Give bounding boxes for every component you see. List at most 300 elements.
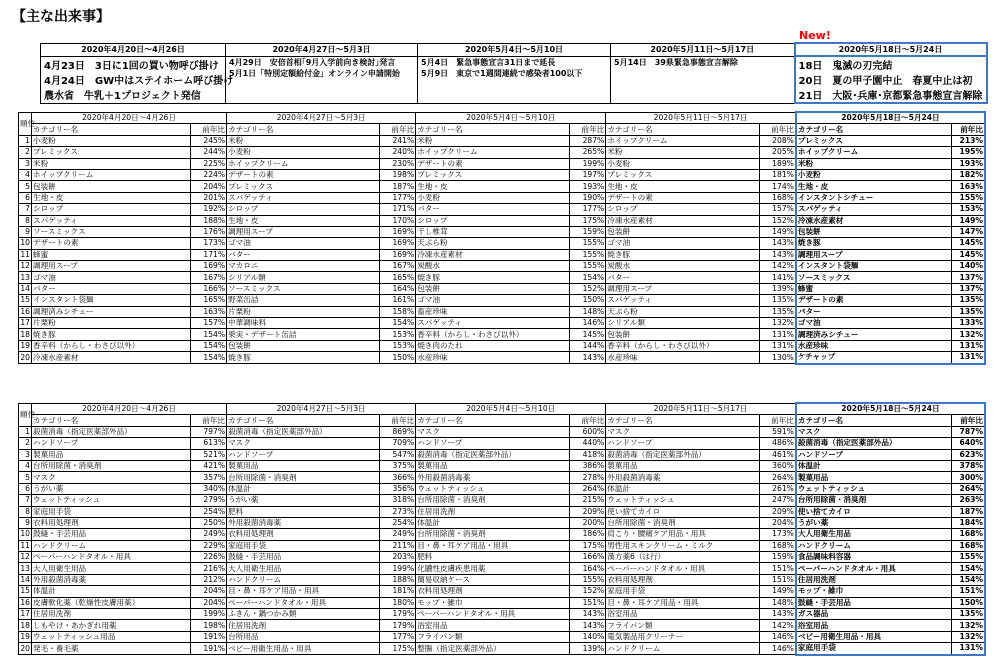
events-period: 2020年5月18日～5月24日 <box>795 43 987 56</box>
category-cell: 使い捨てカイロ <box>796 506 952 517</box>
rank-number: 7 <box>19 495 32 506</box>
category-cell: 小麦粉 <box>606 158 760 169</box>
ratio-cell: 300% <box>952 472 985 483</box>
event-item: 5月4日 緊急事態宣言31日まで延長 <box>421 57 556 67</box>
category-cell: 調理用スープ <box>32 261 191 272</box>
rank-row <box>19 563 986 574</box>
category-cell: 衣料用処理剤 <box>32 517 191 528</box>
category-cell: 殺菌消毒（指定医薬部外品） <box>227 426 380 437</box>
ratio-cell: 179% <box>380 609 416 620</box>
rank-row <box>19 147 986 158</box>
ratio-cell: 143% <box>570 609 606 620</box>
rank-row <box>19 329 986 340</box>
category-cell: プレミックス <box>32 147 191 158</box>
ratio-cell: 143% <box>760 609 796 620</box>
ratio-cell: 173% <box>760 529 796 540</box>
ratio-cell: 204% <box>191 597 227 608</box>
category-cell: 体温計 <box>796 460 952 471</box>
category-cell: 野菜缶詰 <box>227 295 380 306</box>
rank-row <box>19 609 986 620</box>
category-cell: ウェットティッシュ <box>416 483 570 494</box>
category-cell: 冷凍水産素材 <box>796 215 952 226</box>
page-title: 【主な出来事】 <box>12 9 110 25</box>
category-cell: 製菓用品 <box>796 472 952 483</box>
rank-row <box>19 472 986 483</box>
rank-row <box>19 295 986 306</box>
rank-row <box>19 318 986 329</box>
category-column-header: カテゴリー名 <box>32 124 191 135</box>
ratio-cell: 191% <box>191 631 227 642</box>
category-cell: 炭酸水 <box>606 261 760 272</box>
category-cell: スパゲッティ <box>32 215 191 226</box>
ratio-cell: 360% <box>760 460 796 471</box>
category-cell: 小麦粉 <box>796 169 952 180</box>
ratio-cell: 623% <box>952 449 985 460</box>
ratio-cell: 192% <box>191 204 227 215</box>
category-cell: ハンドソープ <box>227 449 380 460</box>
ratio-cell: 165% <box>380 272 416 283</box>
ratio-cell: 212% <box>191 574 227 585</box>
category-cell: フライパン類 <box>416 631 570 642</box>
events-period: 2020年4月27日～5月3日 <box>226 43 418 56</box>
ratio-cell: 521% <box>191 449 227 460</box>
category-cell: 蜂蜜 <box>32 249 191 260</box>
ratio-cell: 137% <box>952 272 985 283</box>
category-cell: 発毛・養毛薬 <box>32 643 191 655</box>
category-cell: 台所用品 <box>227 631 380 642</box>
ratio-column-header: 前年比 <box>191 415 227 426</box>
ratio-cell: 177% <box>380 631 416 642</box>
ratio-cell: 190% <box>570 192 606 203</box>
category-cell: 殺菌消毒（指定医薬部外品） <box>796 438 952 449</box>
new-badge: New! <box>799 29 831 42</box>
ratio-cell: 191% <box>191 643 227 655</box>
ratio-cell: 164% <box>570 563 606 574</box>
rank-row <box>19 158 986 169</box>
category-cell: ゴマ油 <box>606 238 760 249</box>
rank-number: 10 <box>20 529 30 539</box>
category-cell: 炭酸水 <box>416 261 570 272</box>
category-cell: 干し椎茸 <box>416 226 570 237</box>
event-item: 4月23日 3日に1回の買い物呼び掛け <box>44 60 219 72</box>
ratio-cell: 198% <box>380 169 416 180</box>
category-cell: 大人用衛生用品 <box>32 563 191 574</box>
ratio-cell: 177% <box>380 192 416 203</box>
category-cell: プレミックス <box>606 169 760 180</box>
rank-number: 20 <box>20 352 30 362</box>
category-cell: 包装餅 <box>606 226 760 237</box>
category-cell: 製菓用品 <box>416 460 570 471</box>
category-cell: 衣料用処理剤 <box>227 529 380 540</box>
category-cell: マカロニ <box>227 261 380 272</box>
rank-row <box>19 272 986 283</box>
rank-number: 3 <box>19 158 32 169</box>
category-cell: プレミックス <box>227 181 380 192</box>
ratio-cell: 164% <box>380 283 416 294</box>
ratio-cell: 153% <box>952 204 985 215</box>
ratio-column-header: 前年比 <box>952 415 985 426</box>
category-cell: ペーパーハンドタオル・用具 <box>416 609 570 620</box>
ratio-cell: 201% <box>191 192 227 203</box>
event-item: 18日 鬼滅の刃完結 <box>798 61 893 72</box>
ratio-cell: 176% <box>191 226 227 237</box>
ratio-cell: 187% <box>380 181 416 192</box>
rank-row <box>19 483 986 494</box>
category-cell: 殺菌消毒（指定医薬部外品） <box>606 449 760 460</box>
category-cell: 家庭用手袋 <box>32 506 191 517</box>
category-cell: マスク <box>227 438 380 449</box>
rank-number: 6 <box>19 192 32 203</box>
ratio-cell: 146% <box>570 318 606 329</box>
category-cell: 香辛料（からし・わさび以外） <box>606 340 760 351</box>
ratio-column-header: 前年比 <box>191 124 227 135</box>
ratio-cell: 199% <box>380 563 416 574</box>
rank-number: 11 <box>20 249 30 259</box>
rank-row <box>19 529 986 540</box>
ratio-cell: 175% <box>570 540 606 551</box>
category-cell: 衣料用処理剤 <box>416 586 570 597</box>
ratio-cell: 150% <box>570 295 606 306</box>
category-cell: 目・鼻・耳ケア用品・用具 <box>416 540 570 551</box>
category-cell: 整腸（指定医薬部外品） <box>416 643 570 655</box>
category-cell: ホイップクリーム <box>606 135 760 146</box>
rank-row <box>19 460 986 471</box>
events-period: 2020年4月20日～4月26日 <box>41 43 226 56</box>
ratio-cell: 137% <box>952 283 985 294</box>
rank-row <box>19 306 986 317</box>
rank-number: 12 <box>20 552 30 562</box>
category-cell: ハンドソープ <box>32 438 191 449</box>
ratio-cell: 249% <box>380 529 416 540</box>
rank-row <box>19 449 986 460</box>
ratio-cell: 145% <box>952 238 985 249</box>
ratio-cell: 640% <box>952 438 985 449</box>
events-header-row <box>41 43 987 56</box>
rank-row <box>19 238 986 249</box>
ratio-cell: 198% <box>191 620 227 631</box>
ratio-cell: 140% <box>570 631 606 642</box>
rank-number: 17 <box>20 318 30 328</box>
ratio-cell: 486% <box>760 438 796 449</box>
ratio-cell: 189% <box>760 158 796 169</box>
category-cell: 果実・デザート缶詰 <box>227 329 380 340</box>
rank-number: 13 <box>20 563 30 573</box>
ratio-cell: 173% <box>191 238 227 249</box>
category-cell: 調理用スープ <box>796 249 952 260</box>
ratio-cell: 131% <box>760 340 796 351</box>
rank-row <box>19 517 986 528</box>
ratio-column-header: 前年比 <box>570 415 606 426</box>
rank-label: 順位 <box>19 112 32 135</box>
event-item: 21日 大阪･兵庫･京都緊急事態宣言解除 <box>798 91 983 102</box>
ratio-column-header: 前年比 <box>380 124 416 135</box>
category-cell: 体温計 <box>416 517 570 528</box>
category-column-header: カテゴリー名 <box>796 124 952 135</box>
ratio-cell: 155% <box>570 238 606 249</box>
rank-number: 18 <box>20 329 30 339</box>
ratio-cell: 159% <box>570 226 606 237</box>
category-cell: 包装餅 <box>416 283 570 294</box>
rank-row <box>19 438 986 449</box>
category-cell: うがい薬 <box>32 483 191 494</box>
ratio-cell: 154% <box>191 352 227 364</box>
ratio-cell: 224% <box>191 169 227 180</box>
category-cell: スパゲッティ <box>796 204 952 215</box>
category-cell: デザートの素 <box>796 295 952 306</box>
events-table <box>40 42 988 104</box>
rank-number: 13 <box>20 272 30 282</box>
ratio-cell: 159% <box>760 552 796 563</box>
ratio-cell: 340% <box>191 483 227 494</box>
category-cell: ホイップクリーム <box>796 147 952 158</box>
ratio-cell: 147% <box>952 226 985 237</box>
category-cell: ウェットティッシュ <box>32 495 191 506</box>
category-cell: インスタント袋麺 <box>796 261 952 272</box>
category-cell: インスタントシチュー <box>796 192 952 203</box>
ratio-cell: 135% <box>952 609 985 620</box>
ratio-cell: 153% <box>380 329 416 340</box>
ratio-cell: 165% <box>191 295 227 306</box>
ratio-cell: 154% <box>191 329 227 340</box>
category-cell: 調理用スープ <box>227 226 380 237</box>
ratio-cell: 142% <box>760 620 796 631</box>
ratio-cell: 261% <box>760 483 796 494</box>
events-period: 2020年5月4日～5月10日 <box>418 43 611 56</box>
ratio-cell: 149% <box>760 586 796 597</box>
ratio-cell: 200% <box>570 517 606 528</box>
period-header: 2020年5月18日～5月24日 <box>796 112 985 124</box>
category-cell: ペーパーハンドタオル・用具 <box>227 597 380 608</box>
ratio-cell: 143% <box>570 352 606 364</box>
category-cell: 住居用洗剤 <box>796 574 952 585</box>
ratio-cell: 141% <box>760 272 796 283</box>
ratio-cell: 169% <box>380 249 416 260</box>
category-cell: ペーパーハンドタオル・用具 <box>32 552 191 563</box>
rank-number: 8 <box>19 215 32 226</box>
category-cell: 目・鼻・耳ケア用品・用具 <box>606 597 760 608</box>
category-cell: 米粉 <box>796 158 952 169</box>
category-cell: ベビー用衛生用品・用具 <box>796 631 952 642</box>
category-cell: 調理済みシチュー <box>32 306 191 317</box>
category-cell: 浴室用品 <box>606 609 760 620</box>
category-cell: 使い捨てカイロ <box>606 506 760 517</box>
category-cell: しもやけ・あかぎれ用薬 <box>32 620 191 631</box>
ratio-cell: 152% <box>570 283 606 294</box>
ratio-cell: 132% <box>952 329 985 340</box>
ratio-cell: 386% <box>570 460 606 471</box>
category-cell: 焼き豚 <box>416 272 570 283</box>
period-header: 2020年5月4日～5月10日 <box>416 403 606 415</box>
ratio-cell: 168% <box>760 192 796 203</box>
category-cell: ガス器品 <box>796 609 952 620</box>
rank-row <box>19 261 986 272</box>
category-cell: ウェットティッシュ <box>606 495 760 506</box>
category-cell: 台所用除菌・消臭剤 <box>416 495 570 506</box>
ratio-cell: 148% <box>760 597 796 608</box>
category-cell: バター <box>796 306 952 317</box>
ratio-cell: 150% <box>952 597 985 608</box>
ratio-cell: 175% <box>380 643 416 655</box>
category-cell: 外用殺菌消毒薬 <box>606 472 760 483</box>
rank-row <box>19 352 986 364</box>
category-cell: 製菓用品 <box>606 460 760 471</box>
category-cell: ゴマ油 <box>32 272 191 283</box>
category-cell: ケチャップ <box>796 352 952 364</box>
category-cell: シロップ <box>227 204 380 215</box>
category-cell: 外用殺菌消毒薬 <box>32 574 191 585</box>
category-cell: 中華調味料 <box>227 318 380 329</box>
ratio-cell: 149% <box>952 215 985 226</box>
ratio-cell: 421% <box>191 460 227 471</box>
ratio-cell: 366% <box>380 472 416 483</box>
ratio-cell: 197% <box>570 169 606 180</box>
rank-number: 18 <box>20 620 30 630</box>
rank-row <box>19 283 986 294</box>
ratio-cell: 131% <box>760 329 796 340</box>
category-cell: 男性用スキンクリーム・ミルク <box>606 540 760 551</box>
ratio-cell: 181% <box>380 586 416 597</box>
category-column-header: カテゴリー名 <box>32 415 191 426</box>
rank-number: 14 <box>20 575 30 585</box>
category-cell: ベビー用衛生用品・用具 <box>227 643 380 655</box>
ratio-cell: 152% <box>570 586 606 597</box>
ratio-cell: 154% <box>191 340 227 351</box>
category-cell: 冷凍水産素材 <box>416 249 570 260</box>
category-cell: 包装餅 <box>796 226 952 237</box>
ratio-cell: 149% <box>760 226 796 237</box>
rank-number: 20 <box>20 643 30 653</box>
ratio-cell: 209% <box>760 506 796 517</box>
period-header: 2020年4月20日～4月26日 <box>32 403 227 415</box>
ratio-cell: 131% <box>952 340 985 351</box>
ratio-column-header: 前年比 <box>952 124 985 135</box>
ratio-cell: 155% <box>952 552 985 563</box>
ratio-cell: 154% <box>380 318 416 329</box>
category-cell: フライパン類 <box>606 620 760 631</box>
category-cell: ハンドクリーム <box>227 574 380 585</box>
ratio-cell: 148% <box>570 306 606 317</box>
ratio-cell: 613% <box>191 438 227 449</box>
ratio-cell: 264% <box>952 483 985 494</box>
category-cell: インスタント袋麺 <box>32 295 191 306</box>
ratio-cell: 318% <box>380 495 416 506</box>
ratio-cell: 186% <box>570 529 606 540</box>
category-cell: 生地・皮 <box>416 181 570 192</box>
category-column-header: カテゴリー名 <box>227 415 380 426</box>
period-header: 2020年5月4日～5月10日 <box>416 112 606 124</box>
category-cell: バター <box>606 272 760 283</box>
ratio-cell: 146% <box>760 631 796 642</box>
category-cell: 冷凍水産素材 <box>606 215 760 226</box>
category-cell: プレミックス <box>796 135 952 146</box>
rank-number: 17 <box>20 609 30 619</box>
rank-row <box>19 204 986 215</box>
ratio-cell: 132% <box>760 318 796 329</box>
ratio-cell: 135% <box>952 306 985 317</box>
category-cell: 包装餅 <box>606 329 760 340</box>
event-item: 5月9日 東京で1週間連続で感染者100以下 <box>421 68 583 78</box>
rank-row <box>19 340 986 351</box>
ratio-cell: 263% <box>952 495 985 506</box>
ratio-cell: 188% <box>380 574 416 585</box>
ratio-cell: 356% <box>380 483 416 494</box>
ratio-cell: 151% <box>952 586 985 597</box>
rank-row <box>19 249 986 260</box>
ratio-cell: 146% <box>760 643 796 655</box>
ratio-column-header: 前年比 <box>760 415 796 426</box>
ratio-cell: 161% <box>380 295 416 306</box>
ratio-cell: 254% <box>191 506 227 517</box>
category-cell: ハンドクリーム <box>606 643 760 655</box>
category-cell: 浴室用品 <box>416 620 570 631</box>
ratio-cell: 787% <box>952 426 985 437</box>
ratio-cell: 142% <box>760 261 796 272</box>
category-cell: 台所用除菌・消臭剤 <box>227 472 380 483</box>
category-cell: 電気製品用クリーナー <box>606 631 760 642</box>
ratio-cell: 170% <box>380 215 416 226</box>
category-cell: 家庭用手袋 <box>227 540 380 551</box>
category-cell: 片栗粉 <box>227 306 380 317</box>
category-cell: 小麦粉 <box>227 147 380 158</box>
category-cell: ペーパーハンドタオル・用具 <box>796 563 952 574</box>
rank-number: 14 <box>20 284 30 294</box>
category-cell: 家庭用手袋 <box>796 643 952 655</box>
ratio-cell: 215% <box>570 495 606 506</box>
ratio-cell: 182% <box>952 169 985 180</box>
events-body-row <box>41 56 987 103</box>
rank-number: 2 <box>19 438 32 449</box>
events-cell <box>418 56 611 103</box>
category-cell: 生地・皮 <box>227 215 380 226</box>
ratio-cell: 241% <box>380 135 416 146</box>
ratio-cell: 199% <box>570 158 606 169</box>
category-cell: ウェットティッシュ <box>796 483 952 494</box>
ratio-cell: 265% <box>570 147 606 158</box>
category-cell: 台所用除菌・消臭剤 <box>796 495 952 506</box>
category-column-header: カテゴリー名 <box>606 124 760 135</box>
category-cell: バター <box>227 249 380 260</box>
rank-row <box>19 192 986 203</box>
rank-row <box>19 226 986 237</box>
category-cell: ホイップクリーム <box>416 147 570 158</box>
event-item: 4月29日 安倍首相｢9月入学前向き検討｣発言 <box>229 57 396 67</box>
ratio-cell: 163% <box>191 306 227 317</box>
category-cell: 焼き豚 <box>227 352 380 364</box>
category-cell: デザートの素 <box>606 192 760 203</box>
ratio-cell: 195% <box>952 147 985 158</box>
ratio-cell: 155% <box>952 192 985 203</box>
event-item: 20日 夏の甲子園中止 春夏中止は初 <box>798 76 973 87</box>
ratio-cell: 155% <box>570 574 606 585</box>
rank-row <box>19 169 986 180</box>
rank-number: 16 <box>20 306 30 316</box>
ratio-cell: 152% <box>760 215 796 226</box>
ratio-cell: 797% <box>191 426 227 437</box>
ratio-cell: 130% <box>760 352 796 364</box>
ratio-cell: 600% <box>570 426 606 437</box>
category-cell: モップ・雑巾 <box>796 586 952 597</box>
ratio-cell: 378% <box>952 460 985 471</box>
ratio-cell: 208% <box>760 135 796 146</box>
ratio-cell: 166% <box>191 283 227 294</box>
ratio-cell: 247% <box>760 495 796 506</box>
ratio-cell: 132% <box>952 631 985 642</box>
category-cell: シリアル類 <box>606 318 760 329</box>
ratio-cell: 140% <box>952 261 985 272</box>
category-cell: 調理用スープ <box>606 283 760 294</box>
category-cell: 製菓用品 <box>32 449 191 460</box>
events-cell <box>795 56 987 103</box>
